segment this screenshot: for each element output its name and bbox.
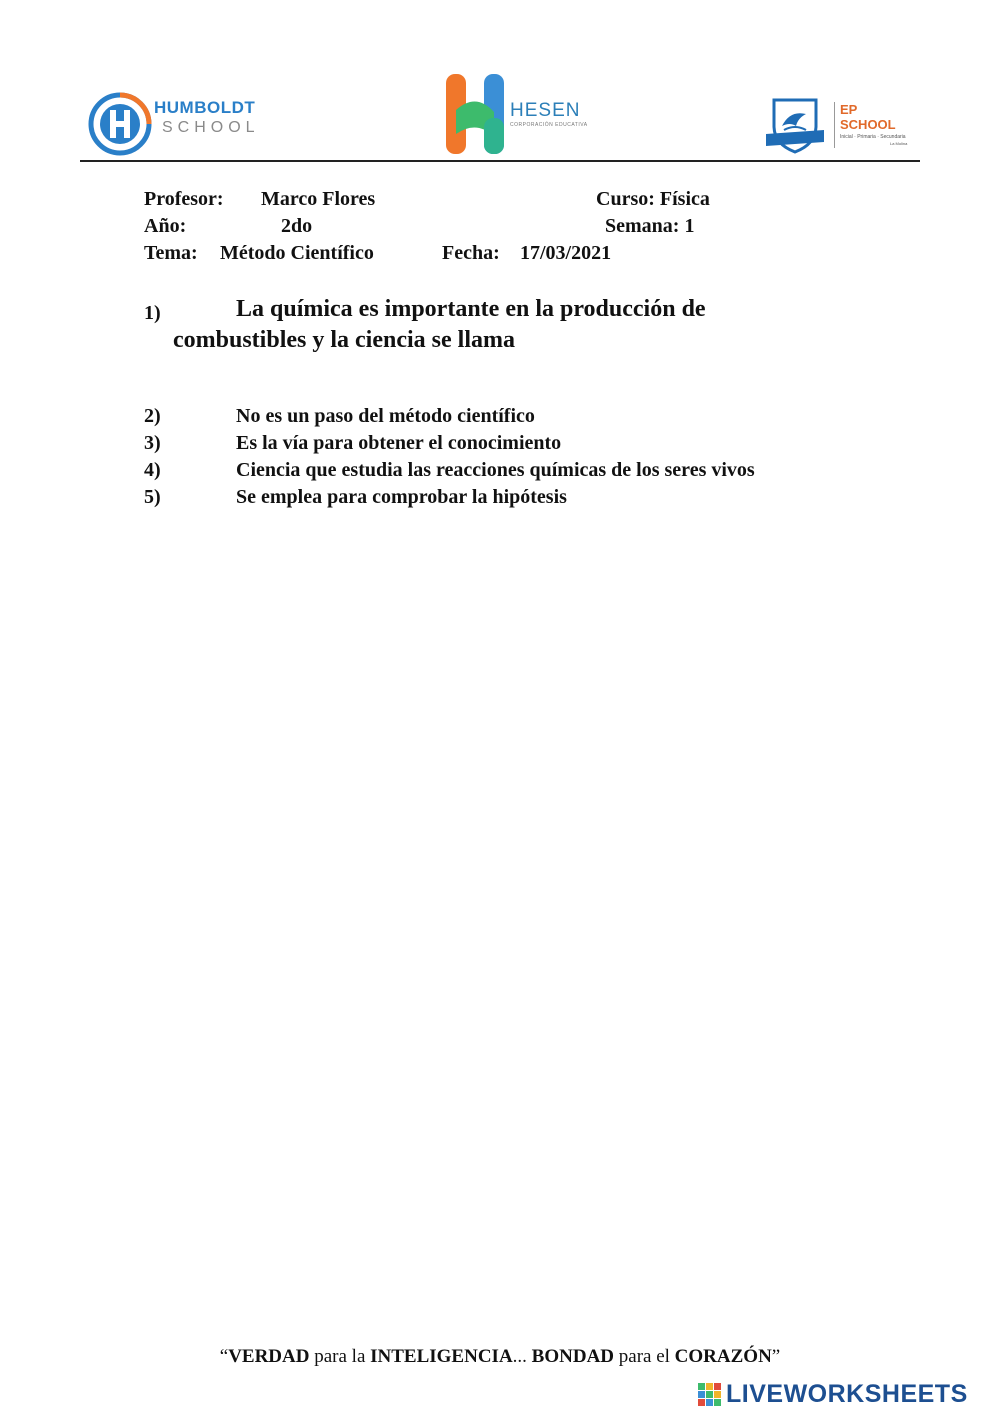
ep-school-logo	[760, 96, 920, 158]
motto-inteligencia: INTELIGENCIA	[370, 1346, 513, 1367]
tema-value: Método Científico	[220, 242, 374, 264]
open-quote: “	[219, 1346, 229, 1367]
humboldt-name: HUMBOLDT	[154, 98, 256, 117]
humboldt-emblem-icon	[88, 92, 152, 156]
question-1-line2: combustibles y la ciencia se llama	[173, 327, 515, 353]
liveworksheets-text: LIVEWORKSHEETS	[726, 1380, 968, 1408]
footer-motto	[0, 1346, 1000, 1368]
ep-school-shield-icon	[760, 96, 830, 156]
question-5-text: Se emplea para comprobar la hipótesis	[236, 486, 567, 508]
ep-school-school: SCHOOL	[840, 117, 896, 132]
humboldt-school-logo	[88, 92, 268, 156]
question-4-text: Ciencia que estudia las reacciones químicas de los seres vivos	[236, 459, 755, 481]
fecha-value: 17/03/2021	[520, 242, 612, 264]
motto-para-el: para el	[614, 1346, 675, 1367]
motto-ellipsis: ...	[512, 1346, 532, 1367]
tema-label: Tema:	[144, 242, 198, 264]
anio-label: Año:	[144, 215, 187, 237]
ep-school-divider	[834, 102, 835, 148]
motto-corazon: CORAZÓN	[674, 1346, 772, 1367]
semana: Semana: 1	[605, 215, 695, 237]
motto-para-la: para la	[309, 1346, 371, 1367]
humboldt-subtitle: SCHOOL	[162, 119, 260, 136]
fecha-label: Fecha:	[442, 242, 500, 264]
profesor-label: Profesor:	[144, 188, 224, 210]
curso: Curso: Física	[596, 188, 710, 210]
ep-school-location: La Molina	[890, 141, 908, 146]
hesen-subtitle: CORPORACIÓN EDUCATIVA	[510, 122, 588, 128]
hesen-name: HESEN	[510, 100, 581, 121]
question-5-number: 5)	[144, 486, 161, 508]
question-3-text: Es la vía para obtener el conocimiento	[236, 432, 562, 454]
liveworksheets-logo-icon	[698, 1383, 722, 1407]
ep-school-ep: EP	[840, 102, 858, 117]
question-2-number: 2)	[144, 405, 161, 427]
hesen-h-icon	[444, 72, 508, 156]
header-divider	[80, 160, 920, 162]
question-1-number: 1)	[144, 302, 161, 324]
question-3-number: 3)	[144, 432, 161, 454]
question-2-text: No es un paso del método científico	[236, 405, 535, 427]
profesor-value: Marco Flores	[261, 188, 376, 210]
hesen-logo	[444, 72, 594, 156]
motto-verdad: VERDAD	[228, 1346, 310, 1367]
ep-school-levels: Inicial · Primaria · Secundaria	[840, 134, 906, 140]
anio-value: 2do	[281, 215, 313, 237]
question-4-number: 4)	[144, 459, 161, 481]
close-quote: ”	[771, 1346, 781, 1367]
question-1-line1: La química es importante en la producción de	[236, 296, 706, 322]
motto-bondad: BONDAD	[531, 1346, 615, 1367]
